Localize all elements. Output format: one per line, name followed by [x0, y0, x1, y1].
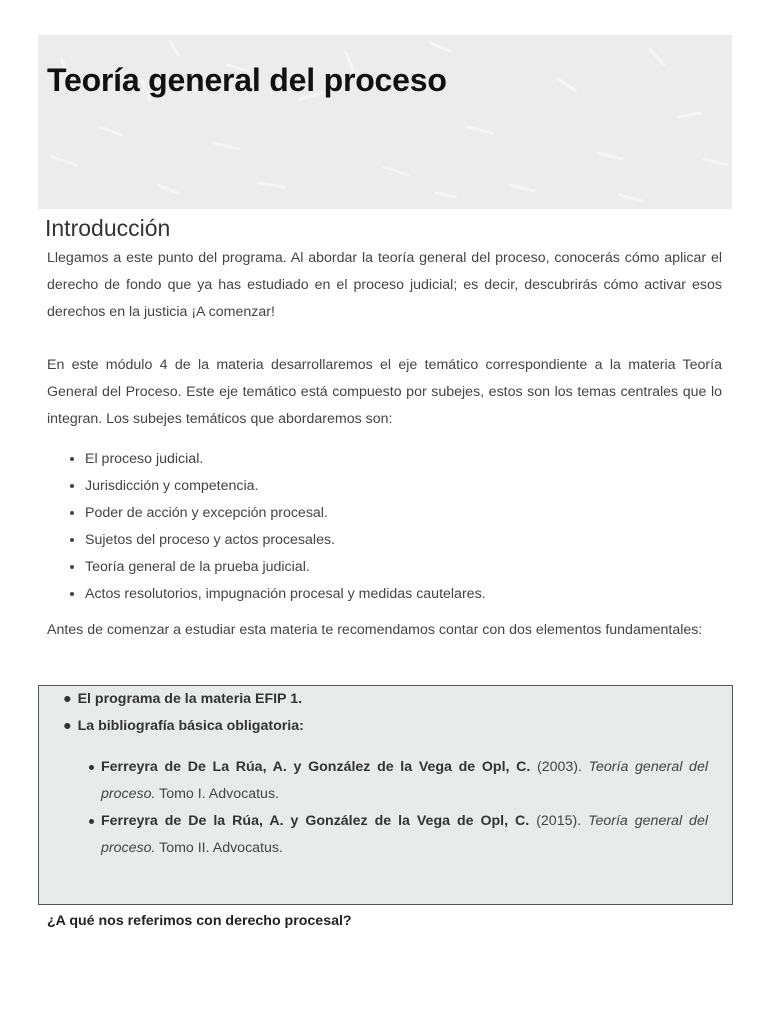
- bullet-icon: ●: [63, 718, 72, 734]
- list-item: • Jurisdicción y competencia.: [85, 473, 722, 500]
- bibliography-list: [101, 754, 708, 862]
- intro-paragraph-2: En este módulo 4 de la materia desarrollaremos el eje temático correspondiente a la materia Teoría General del Proceso. Este eje temático está compuesto por subejes, estos son los temas centrales que lo integran. Los subejes temáticos que abordaremos son:: [47, 357, 722, 427]
- bibliography-reference: [101, 808, 708, 862]
- list-item: • Poder de acción y excepción procesal.: [85, 500, 722, 527]
- reference-publisher: Tomo I. Advocatus.: [159, 786, 279, 802]
- reference-title: Teoría general del proceso.: [101, 759, 708, 802]
- intro-content: [47, 245, 722, 644]
- question-heading: ¿A qué nos referimos con derecho procesal?: [47, 913, 352, 929]
- reference-year: (2003).: [537, 759, 582, 775]
- reference-title: Teoría general del proceso.: [101, 813, 708, 856]
- list-item: • Actos resolutorios, impugnación procesal y medidas cautelares.: [85, 581, 722, 608]
- program-item: [63, 691, 302, 707]
- list-item: • Teoría general de la prueba judicial.: [85, 554, 722, 581]
- list-item: • El proceso judicial.: [85, 446, 722, 473]
- reference-publisher: Tomo II. Advocatus.: [159, 840, 283, 856]
- subejes-list: [47, 446, 722, 608]
- bibliography-reference: [101, 754, 708, 808]
- reference-year: (2015).: [536, 813, 582, 829]
- header-banner: [38, 35, 732, 209]
- intro-paragraph-3: Antes de comenzar a estudiar esta materia te recomendamos contar con dos elementos fundamentales:: [47, 622, 703, 638]
- bullet-icon: ●: [63, 691, 72, 707]
- bibliography-item: [63, 718, 304, 734]
- page-title: Teoría general del proceso: [47, 62, 447, 98]
- recommendations-box: [38, 685, 733, 905]
- intro-paragraph-1: Llegamos a este punto del programa. Al abordar la teoría general del proceso, conocerás cómo aplicar el derecho de fondo que ya has estudiado en el proceso judicial; es decir, descubrirás cómo activar esos derechos en la justicia ¡A comenzar!: [47, 250, 722, 320]
- reference-author: Ferreyra de De la Rúa, A. y González de la Vega de Opl, C.: [101, 813, 530, 829]
- section-title: Introducción: [45, 215, 171, 241]
- bibliography-item-label: La bibliografía básica obligatoria:: [77, 718, 304, 734]
- reference-author: Ferreyra de De La Rúa, A. y González de la Vega de Opl, C.: [101, 759, 531, 775]
- program-item-label: El programa de la materia EFIP 1.: [77, 691, 303, 707]
- list-item: • Sujetos del proceso y actos procesales.: [85, 527, 722, 554]
